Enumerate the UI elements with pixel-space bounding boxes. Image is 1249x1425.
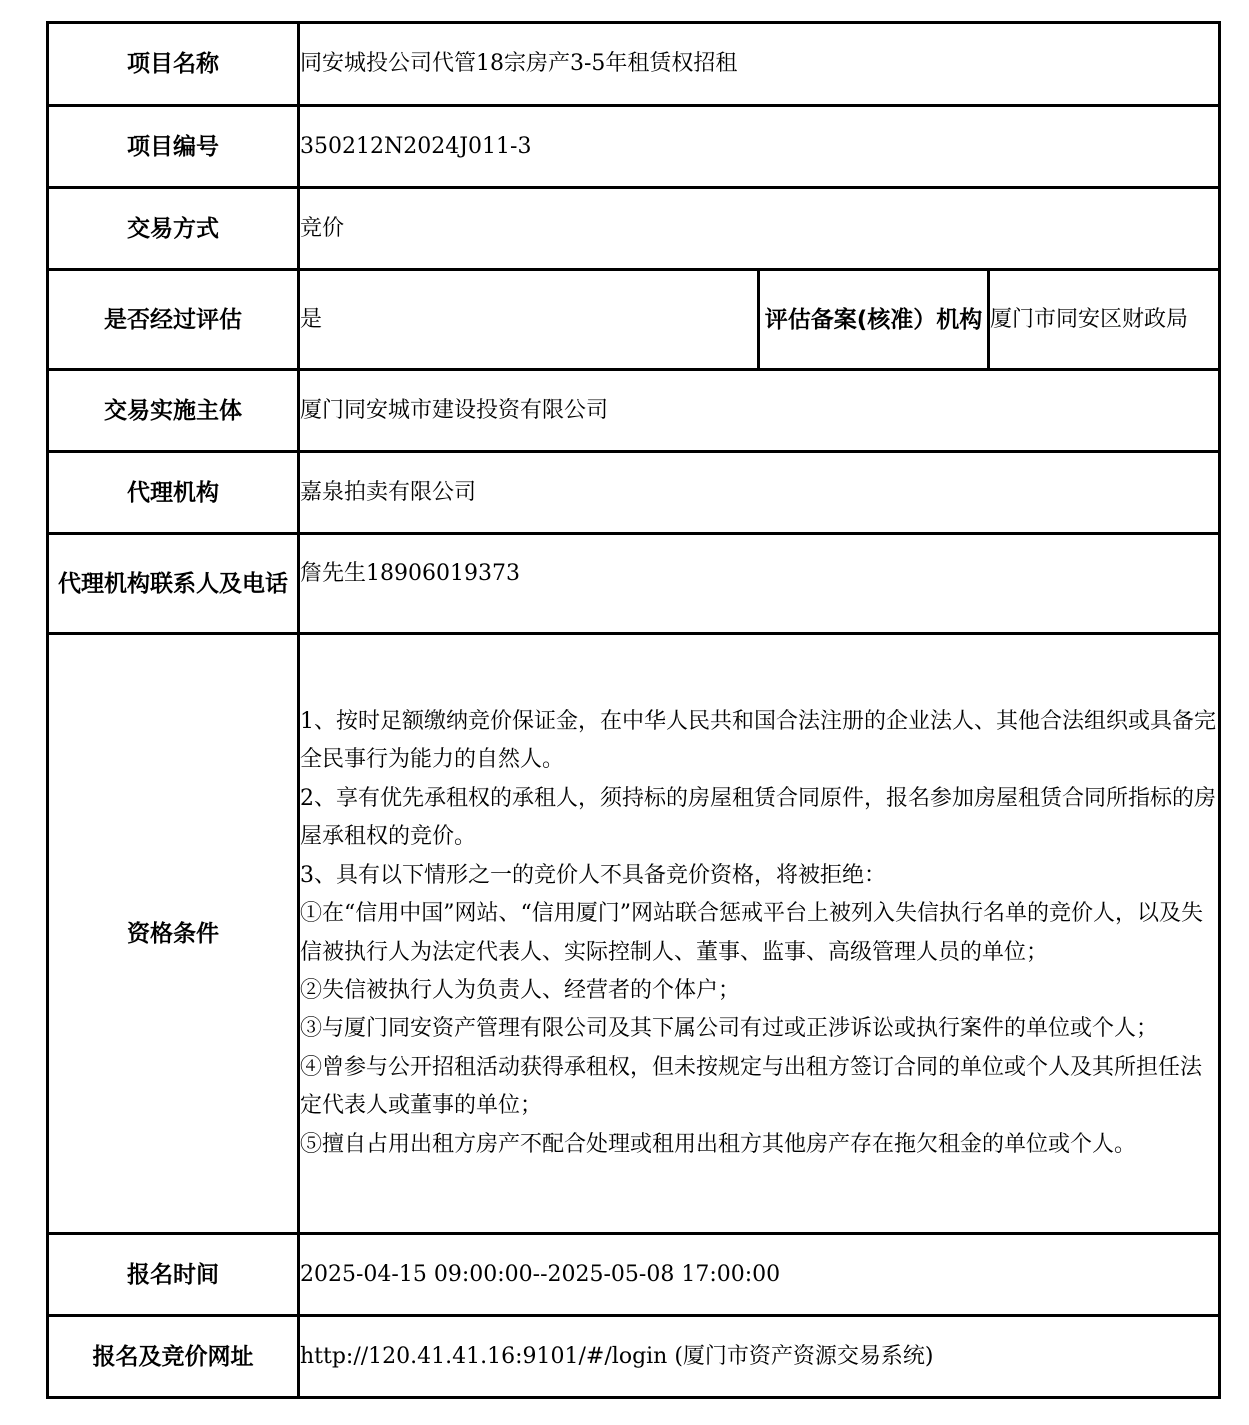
- agency-contact-label: 代理机构联系人及电话: [48, 534, 299, 634]
- evaluated-value: 是: [299, 270, 759, 370]
- qualification-item: ②失信被执行人为负责人、经营者的个体户；: [300, 977, 741, 1003]
- row-agency-contact: [48, 534, 1220, 634]
- project-number-value: 350212N2024J011-3: [299, 106, 1220, 188]
- website-value: http://120.41.41.16:9101/#/login (厦门市资产资源交易系统): [299, 1316, 1220, 1398]
- qualification-item: ⑤擅自占用出租方房产不配合处理或租用出租方其他房产存在拖欠租金的单位或个人。: [300, 1131, 1137, 1157]
- registration-time-value: 2025-04-15 09:00:00--2025-05-08 17:00:00: [299, 1234, 1220, 1316]
- qualification-item: ④曾参与公开招租活动获得承租权，但未按规定与出租方签订合同的单位或个人及其所担任法定代表人或董事的单位；: [300, 1054, 1203, 1119]
- row-registration-time: [48, 1234, 1220, 1316]
- agency-label: 代理机构: [48, 452, 299, 534]
- qualification-item: 2、享有优先承租权的承租人，须持标的房屋租赁合同原件，报名参加房屋租赁合同所指标的房屋承租权的竞价。: [300, 785, 1217, 850]
- row-trade-entity: [48, 370, 1220, 452]
- registration-time-label: 报名时间: [48, 1234, 299, 1316]
- row-website: [48, 1316, 1220, 1398]
- row-trade-method: [48, 188, 1220, 270]
- filing-agency-value: 厦门市同安区财政局: [989, 270, 1220, 370]
- evaluated-label: 是否经过评估: [48, 270, 299, 370]
- agency-contact-value: 詹先生18906019373: [299, 534, 1220, 634]
- qualification-item: ③与厦门同安资产管理有限公司及其下属公司有过或正涉诉讼或执行案件的单位或个人；: [300, 1016, 1159, 1042]
- qualification-item: 1、按时足额缴纳竞价保证金，在中华人民共和国合法注册的企业法人、其他合法组织或具备完全民事行为能力的自然人。: [300, 709, 1217, 773]
- trade-entity-value: 厦门同安城市建设投资有限公司: [299, 370, 1220, 452]
- website-label: 报名及竞价网址: [48, 1316, 299, 1398]
- trade-entity-label: 交易实施主体: [48, 370, 299, 452]
- qualification-item: ①在“信用中国”网站、“信用厦门”网站联合惩戒平台上被列入失信执行名单的竞价人，以及失信被执行人为法定代表人、实际控制人、董事、监事、高级管理人员的单位；: [300, 901, 1203, 965]
- qualification-item: 3、具有以下情形之一的竞价人不具备竞价资格，将被拒绝：: [300, 862, 886, 888]
- filing-agency-label: 评估备案(核准）机构: [759, 270, 989, 370]
- project-number-label: 项目编号: [48, 106, 299, 188]
- project-name-value: 同安城投公司代管18宗房产3-5年租赁权招租: [299, 23, 1220, 106]
- qualifications-label: 资格条件: [48, 634, 299, 1234]
- row-agency: [48, 452, 1220, 534]
- row-evaluated: [48, 270, 1220, 370]
- trade-method-value: 竞价: [299, 188, 1220, 270]
- project-name-label: 项目名称: [48, 23, 299, 106]
- agency-value: 嘉泉拍卖有限公司: [299, 452, 1220, 534]
- project-info-table: [46, 21, 1221, 1399]
- row-project-name: [48, 23, 1220, 106]
- row-project-number: [48, 106, 1220, 188]
- trade-method-label: 交易方式: [48, 188, 299, 270]
- qualifications-value: [299, 634, 1220, 1234]
- row-qualifications: [48, 634, 1220, 1234]
